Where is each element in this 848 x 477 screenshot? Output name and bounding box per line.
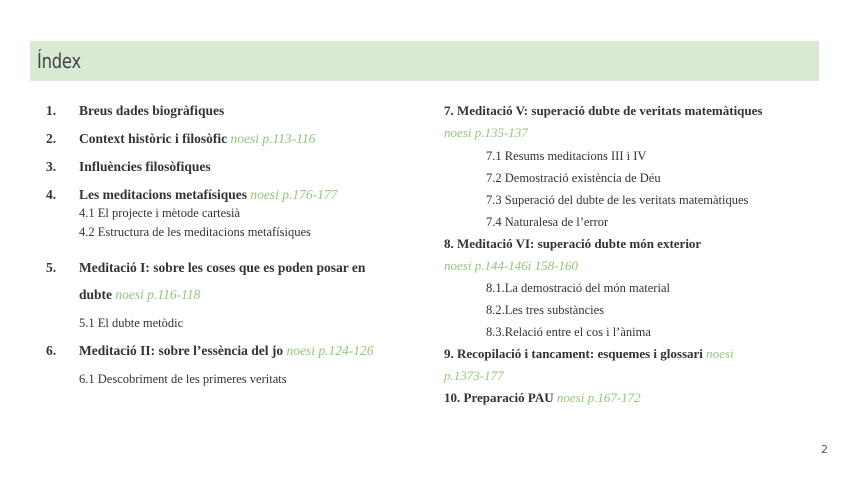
subitem-4-2: 4.2 Estructura de les meditacions metafísiques xyxy=(79,225,311,239)
item-title: Context històric i filosòfic xyxy=(79,131,228,146)
subitem-7-1: 7.1 Resums meditacions III i IV xyxy=(486,149,647,163)
item-number: 1. xyxy=(46,103,57,118)
subitem-5-1: 5.1 El dubte metòdic xyxy=(79,316,184,330)
item-title: Les meditacions metafísiques xyxy=(79,187,247,202)
item-number: 2. xyxy=(46,131,57,146)
item-page-ref: noesi xyxy=(706,346,734,361)
index-item-7: 7. Meditació V: superació dubte de veritats matemàtiques xyxy=(444,103,763,118)
item-page-ref: noesi p.113-116 xyxy=(230,131,316,146)
index-item-6 xyxy=(46,340,426,362)
item-page-ref: noesi p.176-177 xyxy=(250,187,338,202)
item-title-cont: dubte xyxy=(79,287,113,302)
subitem-7-2: 7.2 Demostració existència de Déu xyxy=(486,171,661,185)
subitem-6-1: 6.1 Descobriment de les primeres veritats xyxy=(79,372,287,386)
item-page-ref: noesi p.135-137 xyxy=(444,125,528,140)
subitem-7-4: 7.4 Naturalesa de l’error xyxy=(486,215,609,229)
item-page-ref: noesi p.124-126 xyxy=(286,343,374,358)
item-title: Breus dades biogràfiques xyxy=(79,103,225,118)
item-title: Meditació II: sobre l’essència del jo xyxy=(79,343,284,358)
item-number: 6. xyxy=(46,343,57,358)
item-number: 4. xyxy=(46,187,57,202)
title-bar xyxy=(30,41,819,81)
item-title: Influències filosòfiques xyxy=(79,159,211,174)
index-item-1 xyxy=(46,100,426,122)
index-item-10 xyxy=(444,387,814,409)
index-item-5 xyxy=(46,257,426,279)
item-title: 9. Recopilació i tancament: esquemes i glossari xyxy=(444,346,703,361)
page-title: Índex xyxy=(37,49,81,73)
subitem-7-3: 7.3 Superació del dubte de les veritats matemàtiques xyxy=(486,193,749,207)
subitem-8-2: 8.2.Les tres substàncies xyxy=(486,303,605,317)
item-number: 3. xyxy=(46,159,57,174)
page-number: 2 xyxy=(821,443,828,456)
item-page-ref: noesi p.167-172 xyxy=(556,390,641,405)
subitem-8-3: 8.3.Relació entre el cos i l’ànima xyxy=(486,325,651,339)
index-item-3 xyxy=(46,156,426,178)
index-item-4 xyxy=(46,184,426,206)
index-item-9 xyxy=(444,343,814,365)
item-page-ref: noesi p.144-146i 158-160 xyxy=(444,258,578,273)
item-title: Meditació I: sobre les coses que es poden posar en xyxy=(79,260,366,275)
item-title: 10. Preparació PAU xyxy=(444,390,554,405)
item-page-ref: noesi p.116-118 xyxy=(115,287,201,302)
subitem-8-1: 8.1.La demostració del món material xyxy=(486,281,670,295)
index-item-2 xyxy=(46,128,426,150)
item-page-ref-cont: p.1373-177 xyxy=(444,368,504,383)
index-item-5-cont xyxy=(46,284,426,306)
index-item-8: 8. Meditació VI: superació dubte món exterior xyxy=(444,236,702,251)
subitem-4-1: 4.1 El projecte i mètode cartesià xyxy=(79,206,241,220)
item-number: 5. xyxy=(46,260,57,275)
